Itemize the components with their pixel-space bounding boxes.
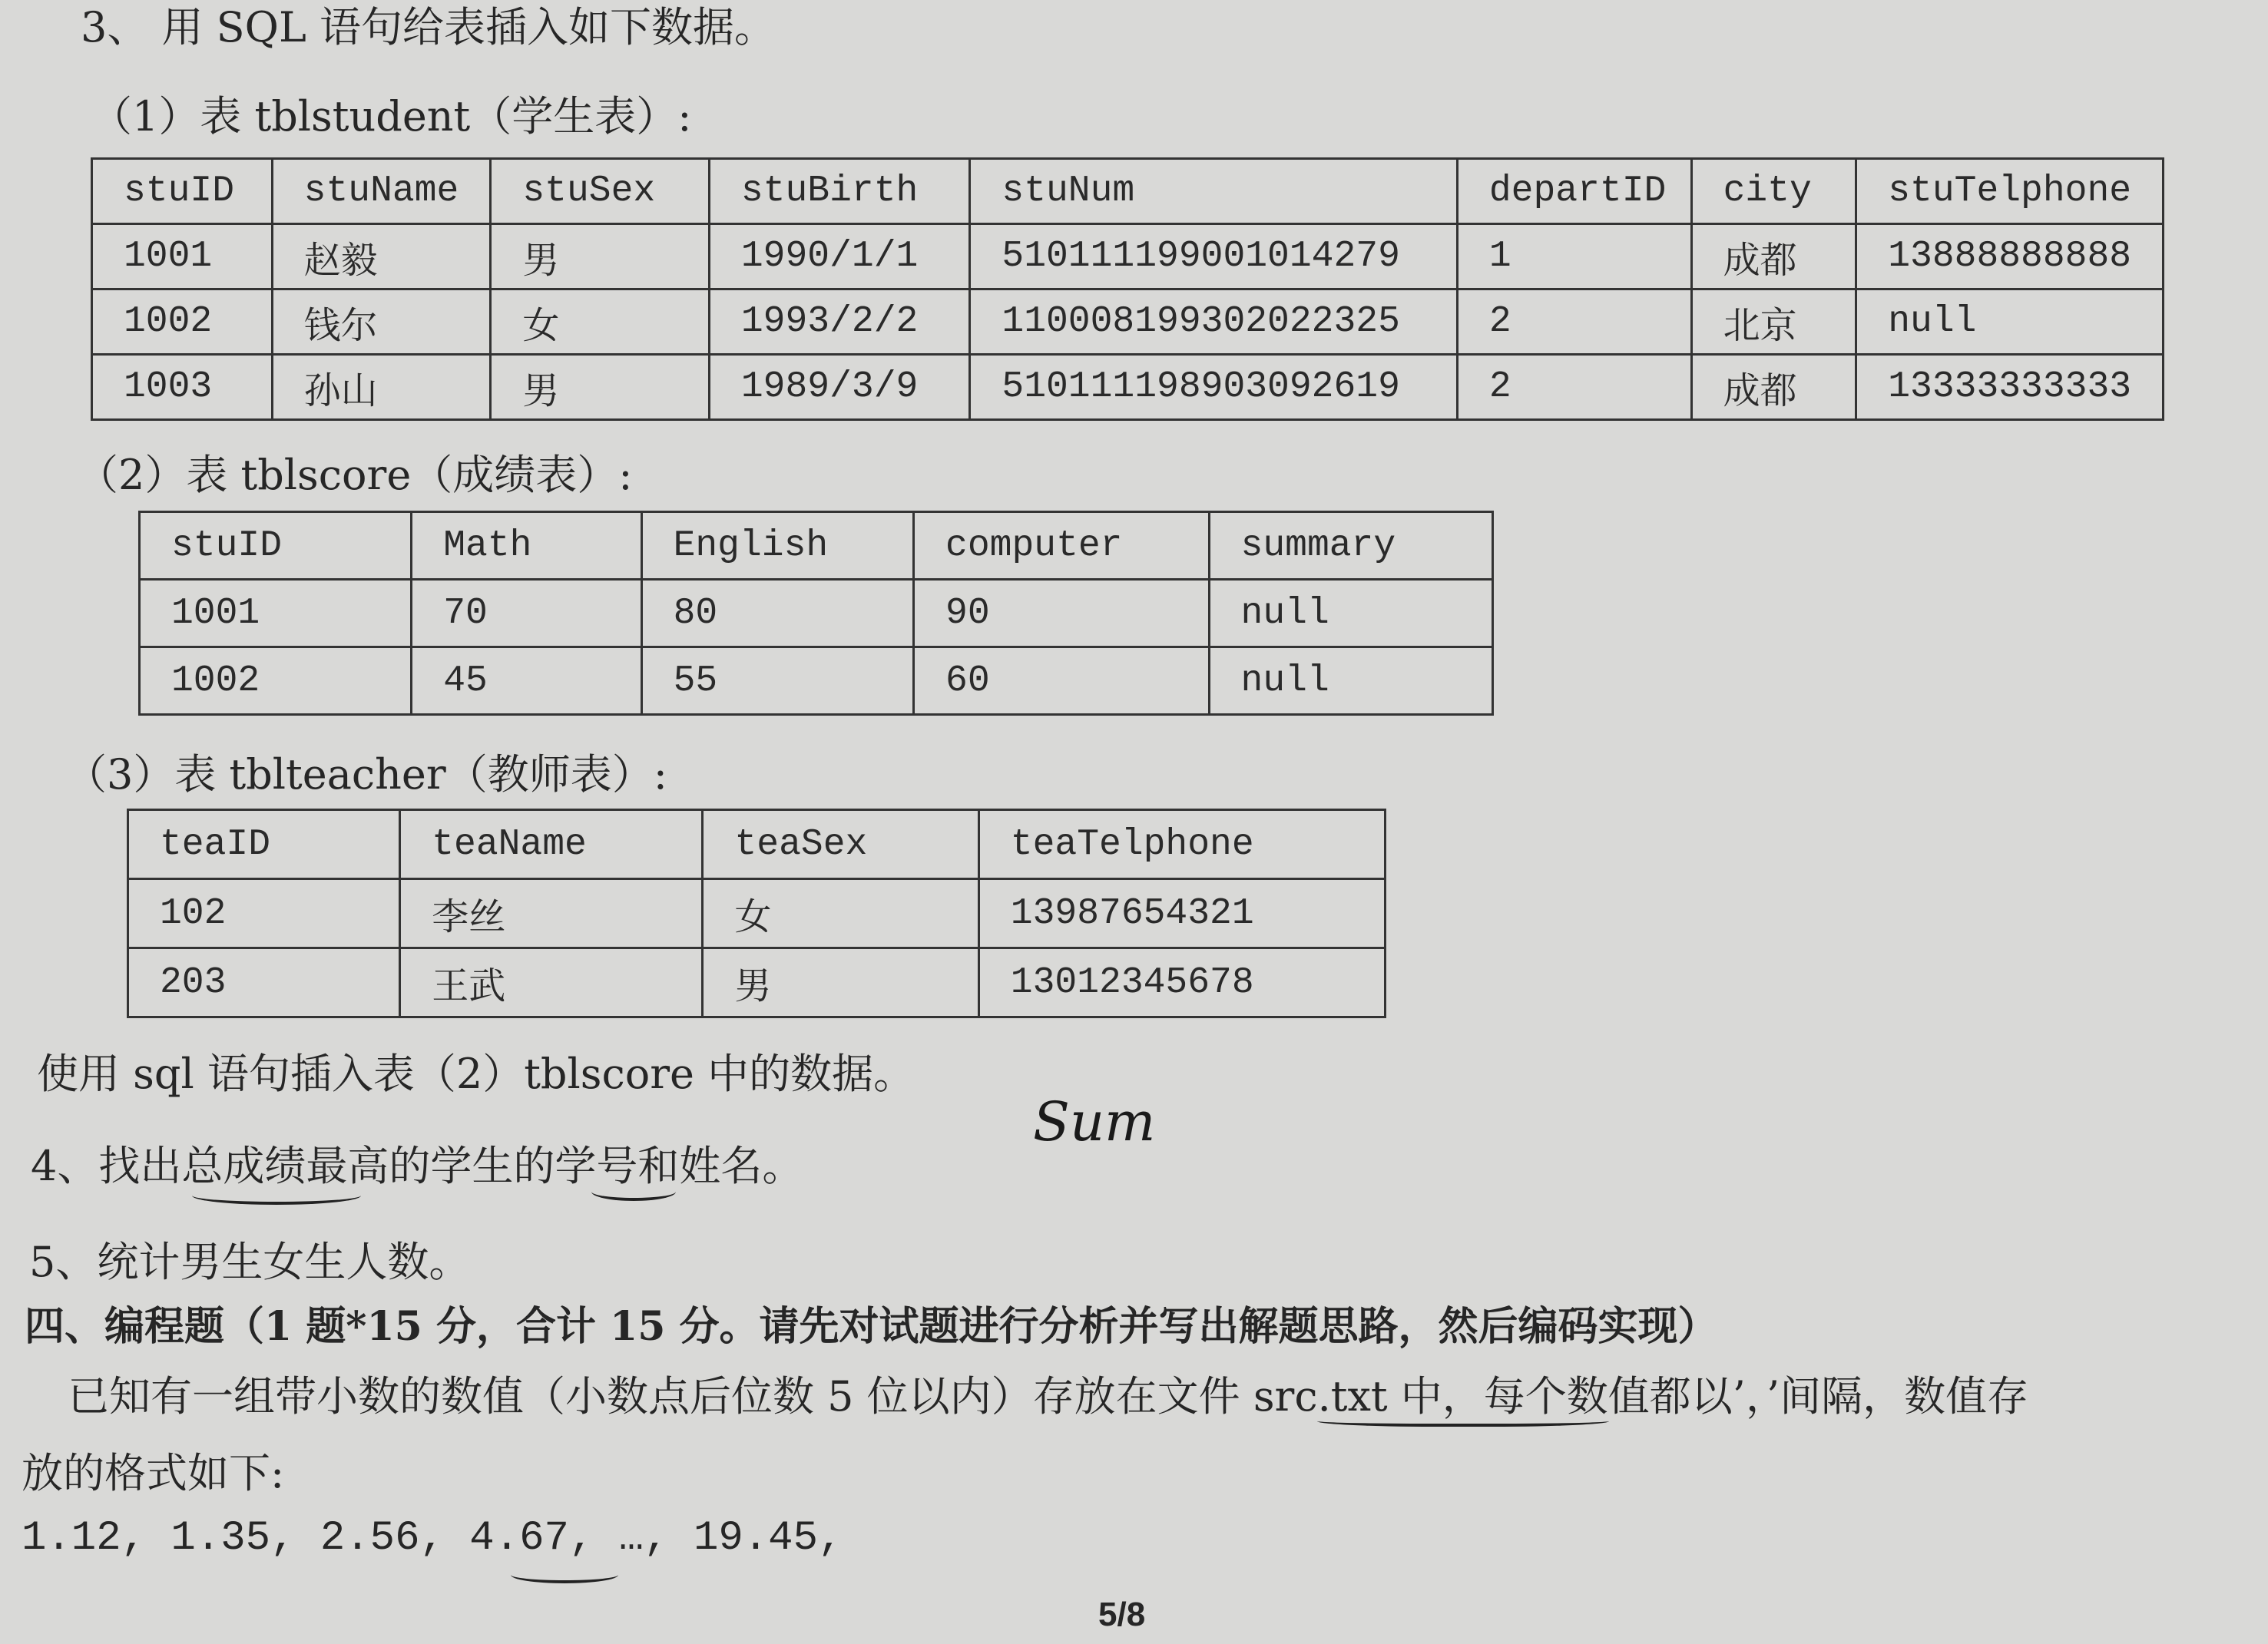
table-row	[92, 355, 2164, 420]
table-cell: 1989/3/9	[709, 355, 970, 420]
table-cell: 13987654321	[978, 879, 1385, 948]
table-row	[92, 289, 2164, 355]
tblstudent-table	[91, 157, 2164, 421]
table-row	[92, 224, 2164, 289]
table-cell: 成都	[1691, 224, 1856, 289]
table-cell: 2	[1457, 289, 1691, 355]
table-cell: 510111199001014279	[970, 224, 1457, 289]
table-row	[140, 580, 1493, 647]
header-cell: stuID	[92, 159, 273, 224]
table-cell: 13888888888	[1856, 224, 2164, 289]
table-cell: 男	[491, 224, 710, 289]
header-cell: stuBirth	[709, 159, 970, 224]
table-cell: 1003	[92, 355, 273, 420]
handwritten-underline	[511, 1566, 618, 1583]
table-cell: 60	[914, 647, 1209, 715]
table-cell: 女	[491, 289, 710, 355]
table2-caption: （2）表 tblscore（成绩表）:	[77, 451, 633, 499]
table-cell: 1002	[140, 647, 412, 715]
table-cell: 203	[128, 948, 400, 1017]
handwritten-underline	[591, 1183, 676, 1201]
table-cell: null	[1209, 647, 1492, 715]
header-cell: departID	[1457, 159, 1691, 224]
table-cell: 1993/2/2	[709, 289, 970, 355]
section4-paragraph-line2: 放的格式如下:	[22, 1449, 285, 1497]
header-cell: summary	[1209, 512, 1492, 580]
header-cell: teaTelphone	[978, 810, 1385, 879]
header-cell: stuTelphone	[1856, 159, 2164, 224]
header-cell: stuNum	[970, 159, 1457, 224]
header-cell: teaName	[400, 810, 703, 879]
table-cell: 70	[412, 580, 641, 647]
sample-data: 1.12, 1.35, 2.56, 4.67, …, 19.45,	[22, 1515, 843, 1562]
q4-text: 4、找出总成绩最高的学生的学号和姓名。	[31, 1142, 804, 1190]
table-row	[128, 879, 1386, 948]
table-cell: 90	[914, 580, 1209, 647]
table-cell: 55	[641, 647, 913, 715]
table1-caption: （1）表 tblstudent（学生表）:	[91, 92, 692, 141]
table-row	[140, 647, 1493, 715]
table-cell: 赵毅	[272, 224, 491, 289]
header-cell: English	[641, 512, 913, 580]
table-cell: 1990/1/1	[709, 224, 970, 289]
table-cell: 王武	[400, 948, 703, 1017]
table-cell: 北京	[1691, 289, 1856, 355]
header-cell: teaSex	[703, 810, 978, 879]
table-cell: 1002	[92, 289, 273, 355]
handwritten-underline	[1317, 1413, 1609, 1427]
table-cell: 1001	[92, 224, 273, 289]
table-cell: 1	[1457, 224, 1691, 289]
q5-text: 5、统计男生女生人数。	[29, 1238, 471, 1286]
table-cell: 13012345678	[978, 948, 1385, 1017]
page-number: 5/8	[1098, 1596, 1146, 1633]
section4-heading: 四、编程题（1 题*15 分，合计 15 分。请先对试题进行分析并写出解题思路，然后编码实现）	[25, 1303, 1718, 1350]
header-cell: Math	[412, 512, 641, 580]
tblscore-table	[138, 511, 1494, 716]
header-cell: teaID	[128, 810, 400, 879]
insert-note: 使用 sql 语句插入表（2）tblscore 中的数据。	[37, 1050, 915, 1098]
table-cell: 男	[703, 948, 978, 1017]
table-cell: 13333333333	[1856, 355, 2164, 420]
header-cell: stuSex	[491, 159, 710, 224]
table-cell: 102	[128, 879, 400, 948]
header-cell: computer	[914, 512, 1209, 580]
handwritten-note: Sum	[1033, 1090, 1156, 1153]
table-cell: 45	[412, 647, 641, 715]
q3-title: 3、 用 SQL 语句给表插入如下数据。	[81, 3, 776, 51]
table-cell: 110008199302022325	[970, 289, 1457, 355]
table3-caption: （3）表 tblteacher（教师表）:	[65, 750, 667, 799]
tblteacher-table	[127, 809, 1386, 1018]
header-cell: stuID	[140, 512, 412, 580]
table-cell: null	[1209, 580, 1492, 647]
table-cell: 女	[703, 879, 978, 948]
header-cell: stuName	[272, 159, 491, 224]
table-cell: 男	[491, 355, 710, 420]
table-header-row	[140, 512, 1493, 580]
handwritten-underline	[192, 1186, 361, 1205]
table-cell: 孙山	[272, 355, 491, 420]
table-header-row	[128, 810, 1386, 879]
table-cell: 成都	[1691, 355, 1856, 420]
table-cell: 钱尔	[272, 289, 491, 355]
table-cell: 1001	[140, 580, 412, 647]
table-cell: 80	[641, 580, 913, 647]
header-cell: city	[1691, 159, 1856, 224]
table-cell: 510111198903092619	[970, 355, 1457, 420]
section4-paragraph-line1: 已知有一组带小数的数值（小数点后位数 5 位以内）存放在文件 src.txt 中，每个数值都以’，’间隔，数值存	[68, 1372, 2029, 1421]
table-header-row	[92, 159, 2164, 224]
table-row	[128, 948, 1386, 1017]
table-cell: 李丝	[400, 879, 703, 948]
table-cell: 2	[1457, 355, 1691, 420]
table-cell: null	[1856, 289, 2164, 355]
